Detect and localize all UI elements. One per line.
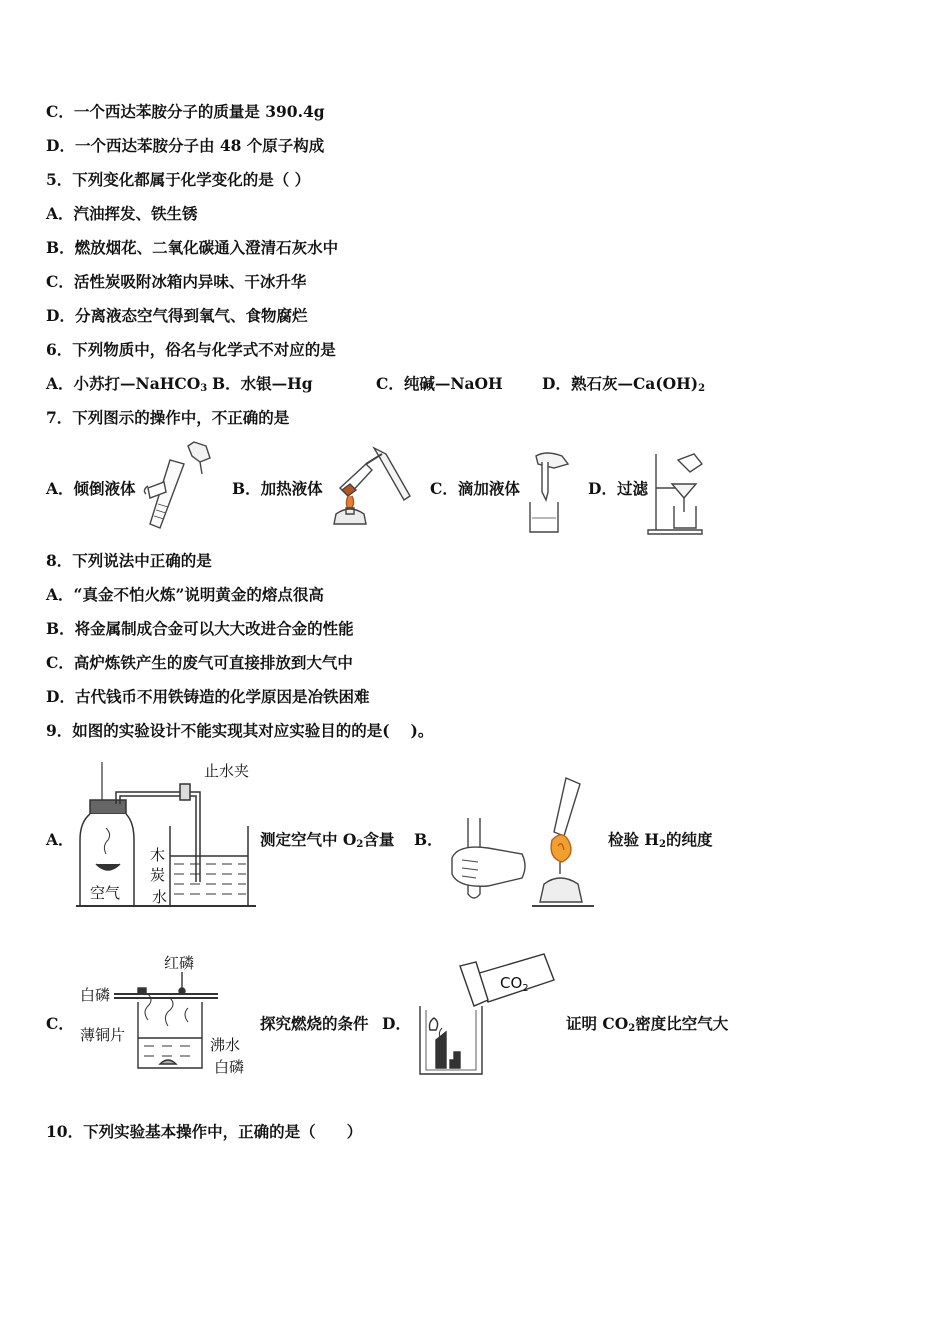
q10-stem: 10．下列实验基本操作中，正确的是（ ） [46, 1122, 363, 1141]
air-label: 空气 [90, 884, 121, 902]
q7-option-a: A．倾倒液体 [46, 479, 136, 498]
q9-option-d-letter: D． [382, 1014, 411, 1033]
q8-option-b: B．将金属制成合金可以大大改进合金的性能 [46, 619, 354, 638]
co2-density-figure [416, 950, 558, 1080]
q5-option-c: C．活性炭吸附冰箱内异味、干冰升华 [46, 272, 307, 291]
q7-option-b: B．加热液体 [232, 479, 323, 498]
q9-option-d-text: 证明 $CO_2$密度比空气大 [566, 1014, 729, 1034]
water-label: 水 [152, 888, 168, 906]
heating-liquid-figure [326, 444, 416, 534]
red-phosphorus-label: 红磷 [164, 954, 195, 972]
charcoal-label-2: 炭 [150, 866, 166, 884]
q8-stem: 8．下列说法中正确的是 [46, 551, 212, 570]
q4-option-c: C．一个西达苯胺分子的质量是 390.4g [46, 102, 325, 121]
q6-option-a: A．小苏打—NaHCO$_3$ [46, 374, 208, 394]
q9-option-a-letter: A． [46, 830, 74, 849]
q6-option-d: D．熟石灰$—Ca(OH)_2$ [542, 374, 706, 394]
hydrogen-purity-test-figure [448, 774, 604, 914]
clamp-label: 止水夹 [204, 762, 250, 780]
pouring-liquid-figure [140, 440, 220, 532]
q9-option-b-letter: B． [414, 830, 443, 849]
q7-option-c: C．滴加液体 [430, 479, 520, 498]
q5-option-a: A．汽油挥发、铁生锈 [46, 204, 198, 223]
q9-option-c-text: 探究燃烧的条件 [260, 1014, 369, 1033]
copper-sheet-label: 薄铜片 [80, 1026, 126, 1044]
charcoal-label-1: 木 [150, 846, 166, 864]
boiling-water-label: 沸水 [210, 1036, 241, 1054]
q9-option-a-text: 测定空气中 $O_2$含量 [260, 830, 395, 850]
white-phosphorus-bottom-label: 白磷 [214, 1058, 245, 1076]
air-oxygen-apparatus-figure [76, 760, 256, 915]
q5-stem: 5．下列变化都属于化学变化的是（ ） [46, 170, 311, 189]
combustion-conditions-figure [78, 950, 254, 1080]
q9-option-b-text: 检验 $H_2$的纯度 [608, 830, 713, 850]
q6-option-c: C．纯碱—NaOH [376, 374, 503, 393]
q5-option-d: D．分离液态空气得到氧气、食物腐烂 [46, 306, 308, 325]
q8-option-c: C．高炉炼铁产生的废气可直接排放到大气中 [46, 653, 353, 672]
q8-option-d: D．古代钱币不用铁铸造的化学原因是冶铁困难 [46, 687, 370, 706]
q8-option-a: A．“真金不怕火炼”说明黄金的熔点很高 [46, 585, 324, 604]
co2-bottle-label: $CO_2$ [500, 974, 529, 994]
q7-option-d: D．过滤 [588, 479, 648, 498]
q5-option-b: B．燃放烟花、二氧化碳通入澄清石灰水中 [46, 238, 339, 257]
filtration-figure [644, 450, 706, 538]
white-phosphorus-top-label: 白磷 [80, 986, 111, 1004]
q6-option-b: B．水银—Hg [212, 374, 313, 393]
q7-stem: 7．下列图示的操作中，不正确的是 [46, 408, 290, 427]
q4-option-d: D．一个西达苯胺分子由 48 个原子构成 [46, 136, 325, 155]
q9-stem: 9．如图的实验设计不能实现其对应实验目的的是( )。 [46, 721, 434, 740]
q9-option-c-letter: C． [46, 1014, 74, 1033]
dropping-liquid-figure [522, 448, 582, 536]
q6-stem: 6．下列物质中，俗名与化学式不对应的是 [46, 340, 336, 359]
